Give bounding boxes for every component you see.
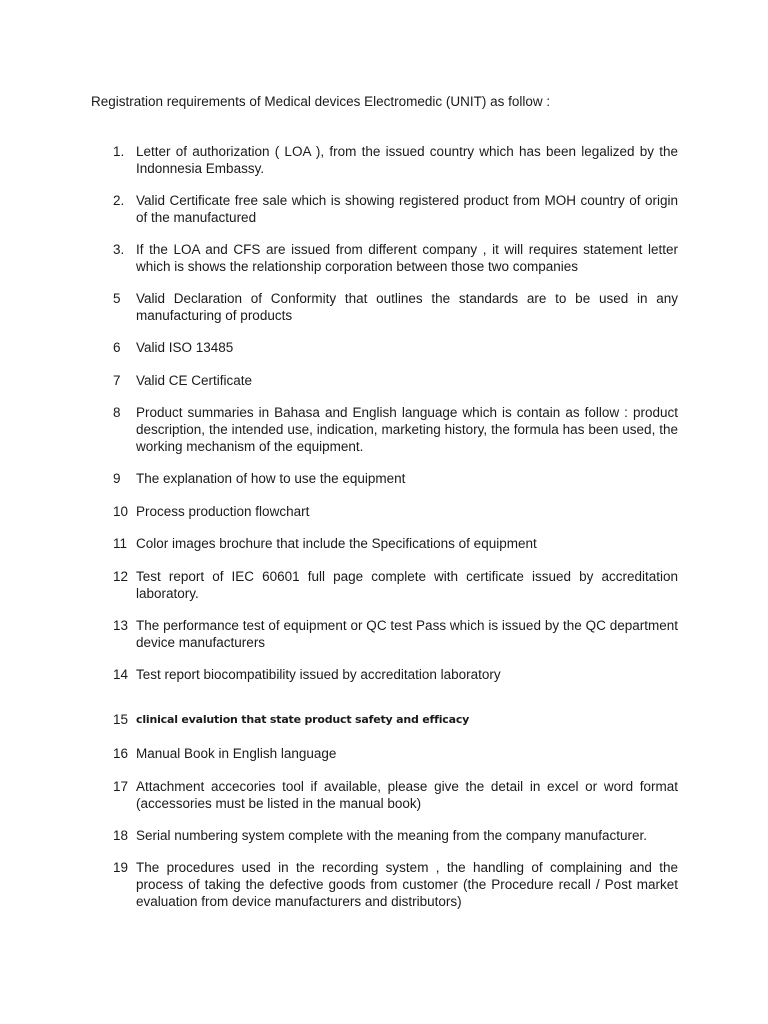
item-text: Serial numbering system complete with the meaning from the company manufacturer. [136, 828, 647, 843]
item-text: Letter of authorization ( LOA ), from the issued country which has been legalized by the Indonnesia Embassy. [136, 144, 678, 176]
item-text: Attachment accecories tool if available, please give the detail in excel or word format (accessories must be listed in the manual book) [136, 779, 678, 811]
item-text: Color images brochure that include the Specifications of equipment [136, 536, 537, 551]
item-text: If the LOA and CFS are issued from different company , it will requires statement letter which is shows the relationship corporation between those two companies [136, 242, 678, 274]
item-text: Process production flowchart [136, 504, 310, 519]
item-text: The explanation of how to use the equipment [136, 471, 406, 486]
item-number: 10 [113, 504, 129, 519]
item-number: 7 [113, 373, 121, 388]
item-number: 13 [113, 618, 129, 633]
item-number: 15 [113, 712, 129, 727]
item-text: Valid Certificate free sale which is showing registered product from MOH country of origin of the manufactured [136, 193, 678, 225]
item-number: 17 [113, 779, 129, 794]
item-text: Test report biocompatibility issued by accreditation laboratory [136, 667, 501, 682]
item-text: The procedures used in the recording system , the handling of complaining and the process of taking the defective goods from customer (the Procedure recall / Post market evaluation from device manufacturers and distributors) [136, 860, 678, 909]
item-text: Valid CE Certificate [136, 373, 253, 388]
item-number: 5 [113, 291, 121, 306]
item-number: 14 [113, 667, 129, 682]
item-text: clinical evalution that state product safety and efficacy [136, 713, 470, 726]
item-text: Manual Book in English language [136, 746, 337, 761]
item-number: 11 [113, 536, 128, 551]
item-number: 6 [113, 340, 121, 355]
item-text: Valid Declaration of Conformity that outlines the standards are to be used in any manufacturing of products [136, 291, 678, 323]
item-number: 2. [113, 193, 125, 208]
item-number: 1. [113, 144, 125, 159]
item-text: The performance test of equipment or QC test Pass which is issued by the QC department device manufacturers [136, 618, 678, 650]
document-heading: Registration requirements of Medical devices Electromedic (UNIT) as follow : [91, 94, 551, 109]
item-number: 18 [113, 828, 129, 843]
item-number: 16 [113, 746, 129, 761]
item-number: 8 [113, 405, 121, 420]
item-text: Product summaries in Bahasa and English language which is contain as follow : product description, the intended use, indication, marketing history, the formula has been used, the working mechanism of the equipment. [136, 405, 678, 454]
item-number: 12 [113, 569, 129, 584]
item-number: 9 [113, 471, 121, 486]
item-number: 3. [113, 242, 125, 257]
item-text: Test report of IEC 60601 full page complete with certificate issued by accreditation laboratory. [136, 569, 678, 601]
item-number: 19 [113, 860, 129, 875]
item-text: Valid ISO 13485 [136, 340, 234, 355]
